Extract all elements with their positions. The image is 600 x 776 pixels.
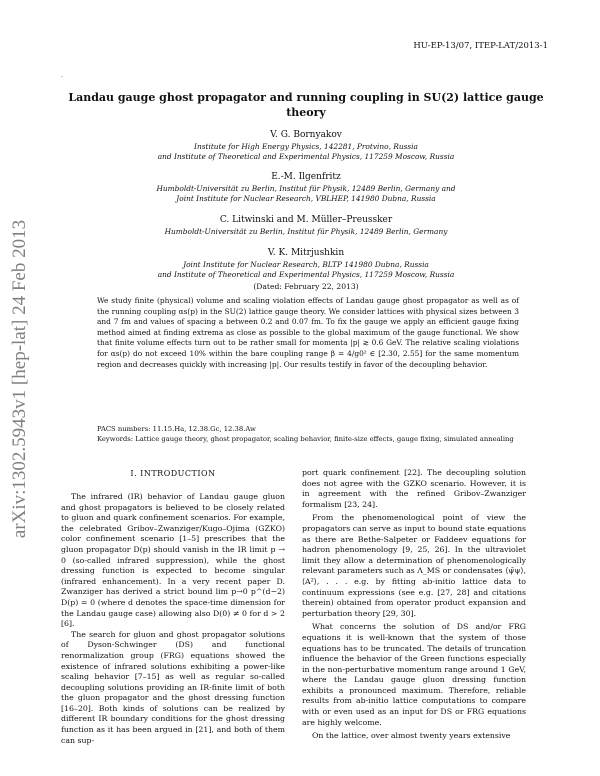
affiliation-line: Institute for High Energy Physics, 142281, Protvino, Russia <box>194 142 418 151</box>
affiliation-1 <box>66 142 546 163</box>
author-1: V. G. Bornyakov <box>270 130 342 140</box>
title-line-2: theory <box>286 106 326 119</box>
right-column <box>302 468 526 742</box>
paper-title <box>66 90 546 120</box>
paragraph: port quark confinement [22]. The decoupling solution does not agree with the GZKO scenario. However, it is in agreement with the refined Gribov–Zwanziger formalism [23, 24]. <box>302 468 526 509</box>
affiliation-line: Joint Institute for Nuclear Research, VBLHEP, 141980 Dubna, Russia <box>176 194 436 204</box>
affiliation-line: Humboldt-Universität zu Berlin, Institut für Physik, 12489 Berlin, Germany <box>164 227 448 236</box>
affiliation-3 <box>66 227 546 237</box>
paragraph: From the phenomenological point of view the propagators can serve as input to bound state equations as there are Bethe-Salpeter or Faddeev equations for hadron phenomenology [9, 25, 26]. In the ultraviolet limit they allow a determination of phenomenologically relevant parameters such as Λ_MS or condensates ⟨ψ̄ψ⟩, ⟨A²⟩, . . . e.g. by fitting ab-initio lattice data to continuum expressions (see e.g. [27, 28] and citations therein) obtained from operator product expansion and perturbation theory [29, 30]. <box>302 513 526 618</box>
abstract: We study finite (physical) volume and scaling violation effects of Landau gauge ghost propagator as well as of the running coupling αs(p) in the SU(2) lattice gauge theory. We consider lattices with physical sizes between 3 and 7 fm and values of spacing a between 0.2 and 0.07 fm. To fix the gauge we apply an efficient gauge fixing method aimed at finding extrema as close as possible to the global maximum of the gauge functional. We show that finite volume effects turn out to be rather small for momenta |p| ≳ 0.6 GeV. The relative scaling violations for αs(p) do not exceed 10% within the bare coupling range β = 4/g0² ∈ [2.30, 2.55] for the same momentum region and decreases quickly with increasing |p|. Our results testify in favor of the decoupling behavior. <box>97 296 519 369</box>
left-column <box>61 492 285 746</box>
arxiv-stamp: arXiv:1302.5943v1 [hep-lat] 24 Feb 2013 <box>9 219 30 539</box>
author-4: V. K. Mitrjushkin <box>267 248 345 258</box>
paragraph: On the lattice, over almost twenty years extensive <box>312 731 511 741</box>
margin-dot: . <box>61 72 63 79</box>
paragraph: The search for gluon and ghost propagator solutions of Dyson-Schwinger (DS) and functional renormalization group (FRG) equations showed the existence of infrared solutions exhibiting a power-like scaling behavior [7–15] as well as regular so-called decoupling solutions providing an IR-finite limit of both the gluon propagator and the ghost dressing function [16–20]. Both kinds of solutions can be realized by different IR boundary conditions for the ghost dressing function as it has been argued in [21], and both of them can sup- <box>61 629 285 745</box>
keywords: Keywords: Lattice gauge theory, ghost propagator, scaling behavior, finite-size effects, gauge fixing, simulated annealing <box>97 434 514 443</box>
pacs-keywords <box>97 425 519 444</box>
affiliation-line: and Institute of Theoretical and Experimental Physics, 117259 Moscow, Russia <box>157 270 455 280</box>
affiliation-4 <box>66 260 546 281</box>
dated-line: (Dated: February 22, 2013) <box>253 282 359 291</box>
affiliation-line: and Institute of Theoretical and Experimental Physics, 117259 Moscow, Russia <box>157 152 455 162</box>
pacs-numbers: PACS numbers: 11.15.Ha, 12.38.Gc, 12.38.Aw <box>97 425 256 433</box>
affiliation-2 <box>66 184 546 205</box>
author-2: E.-M. Ilgenfritz <box>271 172 341 182</box>
paragraph: The infrared (IR) behavior of Landau gauge gluon and ghost propagators is believed to be closely related to gluon and quark confinement scenarios. For example, the celebrated Gribov–Zwanziger/Kugo–Ojima (GZKO) color confinement scenario [1–5] prescribes that the gluon propagator D(p) should vanish in the IR limit p → 0 (so-called infrared suppression), while the ghost dressing function is expected to become singular (infrared enhancement). In a very recent paper D. Zwanziger has derived a strict bound lim p→0 p^(d−2) D(p) = 0 (where d denotes the space-time dimension for the Landau gauge case) allowing also D(0) ≠ 0 for d > 2 [6]. <box>61 492 285 629</box>
author-3: C. Litwinski and M. Müller–Preussker <box>219 215 393 225</box>
report-number: HU-EP-13/07, ITEP-LAT/2013-1 <box>413 41 548 51</box>
affiliation-line: Humboldt-Universität zu Berlin, Institut für Physik, 12489 Berlin, Germany and <box>156 184 456 193</box>
title-line-1: Landau gauge ghost propagator and running coupling in SU(2) lattice gauge <box>68 91 544 104</box>
affiliation-line: Joint Institute for Nuclear Research, BLTP 141980 Dubna, Russia <box>183 260 429 269</box>
section-heading: I. INTRODUCTION <box>130 469 216 478</box>
paragraph: What concerns the solution of DS and/or FRG equations it is well-known that the system of those equations has to be truncated. The details of truncation influence the behavior of the Green functions especially in the non-perturbative momentum range around 1 GeV, where the Landau gauge gluon dressing function exhibits a pronounced maximum. Therefore, reliable results from ab-initio lattice computations to compare with or even used as an input for DS or FRG equations are highly welcome. <box>302 622 526 727</box>
